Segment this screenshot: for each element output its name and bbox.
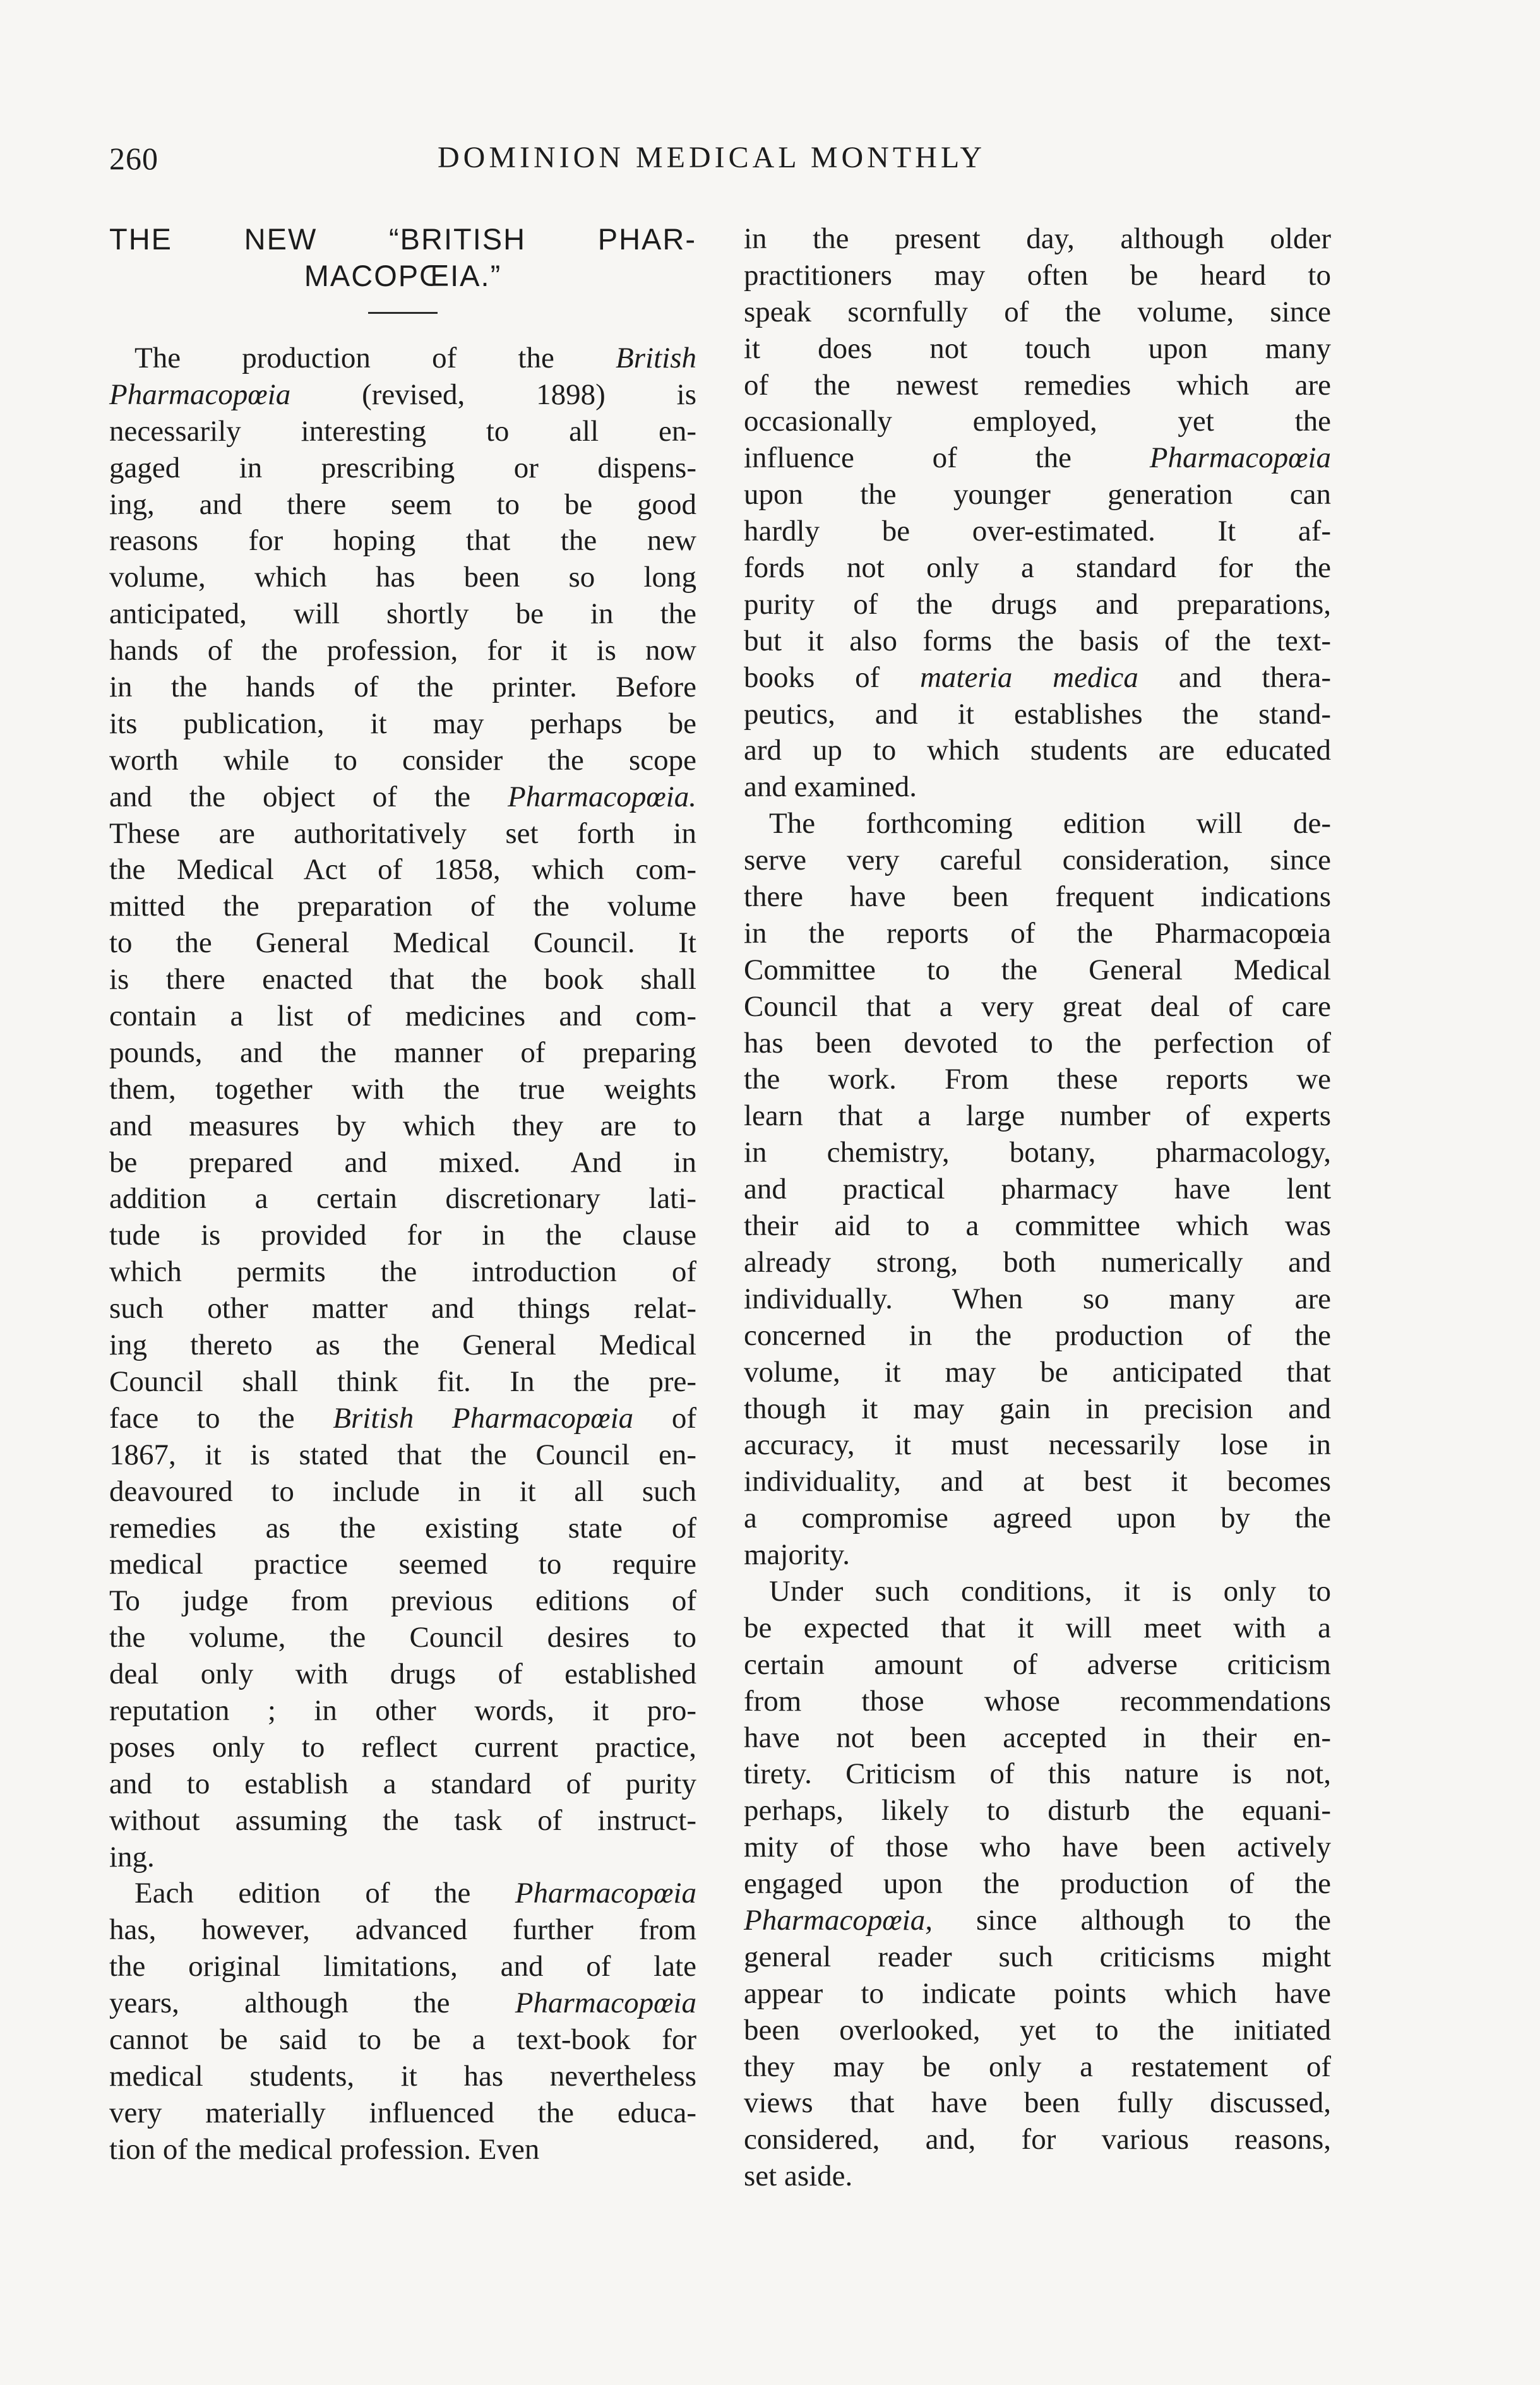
text-run: considered, and, for various reasons,: [744, 2123, 1331, 2156]
left-column-line: [109, 669, 696, 706]
text-run: been overlooked, yet to the initiated: [744, 2013, 1331, 2047]
text-run: cannot be said to be a text-book for: [109, 2023, 696, 2056]
left-column-line: [109, 1620, 696, 1656]
italic-text: Pharmacopœia.: [508, 780, 696, 813]
text-run: upon the younger generation can: [744, 478, 1331, 511]
right-column-line: [744, 1208, 1331, 1245]
text-run: set aside.: [744, 2160, 853, 2193]
text-run: views that have been fully discussed,: [744, 2086, 1331, 2120]
right-column-line: [744, 1829, 1331, 1866]
page-number: 260: [109, 141, 158, 176]
text-run: Each edition of the: [134, 1877, 515, 1910]
right-column-line: [744, 1500, 1331, 1537]
text-run: tirety. Criticism of this nature is not,: [744, 1757, 1331, 1791]
italic-text: Pharmacopœia: [515, 1877, 696, 1910]
right-column-line: [744, 368, 1331, 404]
right-column-line: [744, 550, 1331, 587]
left-column-line: [109, 1546, 696, 1583]
text-run: the original limitations, and of late: [109, 1950, 696, 1983]
text-run: tude is provided for in the clause: [109, 1219, 696, 1252]
right-column-line: [744, 1720, 1331, 1757]
text-run: reasons for hoping that the new: [109, 524, 696, 558]
left-column-line: [109, 2095, 696, 2132]
text-run: appear to indicate points which have: [744, 1976, 1331, 2010]
right-column-line: [744, 732, 1331, 769]
text-run: ing.: [109, 1840, 155, 1874]
text-run: perhaps, likely to disturb the equani-: [744, 1794, 1331, 1827]
right-column-line: [744, 769, 1331, 806]
text-run: such other matter and things relat-: [109, 1292, 696, 1325]
right-column-line: [744, 1135, 1331, 1171]
right-column-line: [744, 952, 1331, 989]
text-run: purity of the drugs and preparations,: [744, 587, 1331, 621]
text-run: addition a certain discretionary lati-: [109, 1182, 696, 1216]
left-column-line: [109, 1730, 696, 1766]
right-column-line: [744, 1025, 1331, 1062]
text-run: Council that a very great deal of care: [744, 989, 1331, 1023]
right-column-line: [744, 1574, 1331, 1610]
left-column-line: [109, 779, 696, 816]
text-run: face to the: [109, 1401, 333, 1435]
text-run: from those whose recommendations: [744, 1684, 1331, 1718]
text-run: The production of the: [134, 342, 616, 374]
right-column-line: [744, 1939, 1331, 1976]
text-run: volume, which has been so long: [109, 561, 696, 594]
left-column-line: [109, 377, 696, 414]
text-run: though it may gain in precision and: [744, 1392, 1331, 1425]
text-run: the volume, the Council desires to: [109, 1621, 696, 1654]
text-run: individually. When so many are: [744, 1282, 1331, 1315]
article-title-line-1: THE NEW “BRITISH PHAR-: [109, 222, 696, 256]
right-column-line: [744, 587, 1331, 623]
right-column-line: [744, 1793, 1331, 1829]
right-column-line: [744, 1464, 1331, 1500]
title-rule: [368, 312, 438, 314]
left-column-line: [109, 1875, 696, 1912]
text-run: These are authoritatively set forth in: [109, 816, 696, 850]
text-run: in chemistry, botany, pharmacology,: [744, 1136, 1331, 1169]
left-column-line: [109, 1766, 696, 1803]
text-run: poses only to reflect current practice,: [109, 1730, 696, 1764]
text-run: To judge from previous editions of: [109, 1584, 696, 1618]
text-run: of: [633, 1401, 696, 1435]
left-column-line: [109, 1327, 696, 1364]
text-run: necessarily interesting to all en-: [109, 414, 696, 448]
left-column-line: [109, 633, 696, 669]
left-column-line: [109, 1291, 696, 1327]
right-column-line: [744, 696, 1331, 733]
text-run: have not been accepted in their en-: [744, 1721, 1331, 1754]
left-column-line: [109, 1108, 696, 1145]
text-run: ing, and there seem to be good: [109, 487, 696, 521]
text-run: majority.: [744, 1538, 850, 1572]
left-column-line: [109, 925, 696, 962]
right-column-line: [744, 258, 1331, 294]
left-column-line: [109, 1217, 696, 1254]
left-column-line: [109, 998, 696, 1035]
left-column-line: [109, 1401, 696, 1437]
text-run: ing thereto as the General Medical: [109, 1329, 696, 1362]
text-run: to the General Medical Council. It: [109, 926, 696, 960]
right-column-line: [744, 2158, 1331, 2195]
right-column-line: [744, 1354, 1331, 1391]
text-run: be expected that it will meet with a: [744, 1611, 1331, 1644]
text-run: reputation ; in other words, it pro-: [109, 1694, 696, 1727]
right-column-line: [744, 1537, 1331, 1574]
text-run: serve very careful consideration, since: [744, 844, 1331, 877]
left-column-line: [109, 1985, 696, 2022]
text-run: medical practice seemed to require: [109, 1548, 696, 1581]
right-column-line: [744, 513, 1331, 550]
left-column-line: [109, 487, 696, 523]
text-run: of the newest remedies which are: [744, 368, 1331, 402]
text-run: there have been frequent indications: [744, 880, 1331, 914]
text-run: learn that a large number of experts: [744, 1099, 1331, 1133]
left-column-line: [109, 1181, 696, 1217]
text-run: in the reports of the Pharmacopœia: [744, 916, 1331, 950]
right-column-line: [744, 2122, 1331, 2158]
text-run: and measures by which they are to: [109, 1109, 696, 1142]
text-run: engaged upon the production of the: [744, 1867, 1331, 1901]
right-column-line: [744, 1098, 1331, 1135]
left-column-line: [109, 816, 696, 852]
left-column-line: [109, 2022, 696, 2059]
text-run: gaged in prescribing or dispens-: [109, 451, 696, 484]
left-column-line: [109, 1437, 696, 1474]
text-run: peutics, and it establishes the stand-: [744, 697, 1331, 731]
text-run: accuracy, it must necessarily lose in: [744, 1428, 1331, 1462]
text-run: pounds, and the manner of preparing: [109, 1036, 696, 1069]
left-column-line: [109, 2059, 696, 2095]
text-run: and the object of the: [109, 780, 508, 813]
text-run: in the hands of the printer. Before: [109, 671, 696, 704]
text-run: speak scornfully of the volume, since: [744, 295, 1331, 328]
left-column-line: [109, 1912, 696, 1949]
italic-text: Pharmacopœia: [1149, 441, 1331, 475]
text-run: Under such conditions, it is only to: [769, 1574, 1331, 1608]
text-run: fords not only a standard for the: [744, 551, 1331, 585]
text-run: remedies as the existing state of: [109, 1511, 696, 1545]
left-column-line: [109, 1656, 696, 1693]
italic-text: Pharmacopœia: [515, 1987, 696, 2020]
page-header: [109, 140, 1322, 184]
text-run: deal only with drugs of established: [109, 1658, 696, 1691]
right-column-line: [744, 1976, 1331, 2012]
left-column-line: [109, 523, 696, 559]
right-column-line: [744, 1756, 1331, 1793]
text-run: anticipated, will shortly be in the: [109, 597, 696, 631]
text-run: The forthcoming edition will de-: [769, 807, 1331, 840]
text-run: be prepared and mixed. And in: [109, 1145, 696, 1179]
text-run: in the present day, although older: [744, 222, 1331, 255]
text-run: hands of the profession, for it is now: [109, 634, 696, 667]
right-column-line: [744, 2012, 1331, 2049]
italic-text: Pharmacopœia: [109, 378, 291, 411]
text-run: mitted the preparation of the volume: [109, 890, 696, 923]
text-run: 1867, it is stated that the Council en-: [109, 1438, 696, 1471]
text-run: Committee to the General Medical: [744, 953, 1331, 986]
right-column-line: [744, 1683, 1331, 1720]
text-run: and to establish a standard of purity: [109, 1767, 696, 1800]
text-run: very materially influenced the educa-: [109, 2096, 696, 2129]
text-run: books of: [744, 661, 921, 694]
right-column-line: [744, 806, 1331, 842]
text-run: the work. From these reports we: [744, 1063, 1331, 1096]
right-column-line: [744, 1610, 1331, 1647]
text-run: medical students, it has nevertheless: [109, 2059, 696, 2093]
text-run: already strong, both numerically and: [744, 1245, 1331, 1279]
right-column-line: [744, 1391, 1331, 1428]
text-run: influence of the: [744, 441, 1150, 475]
right-column-line: [744, 2085, 1331, 2122]
text-run: has been devoted to the perfection of: [744, 1026, 1331, 1060]
left-column-line: [109, 1583, 696, 1620]
text-run: practitioners may often be heard to: [744, 258, 1331, 292]
text-run: has, however, advanced further from: [109, 1913, 696, 1947]
left-column-line: [109, 559, 696, 596]
text-run: and examined.: [744, 770, 917, 804]
right-column-line: [744, 842, 1331, 879]
left-column-line: [109, 888, 696, 925]
left-column-line: [109, 1839, 696, 1876]
left-column-line: [109, 1072, 696, 1108]
italic-text: Pharmacopœia,: [744, 1903, 933, 1937]
right-column-line: [744, 1647, 1331, 1683]
left-column-line: [109, 414, 696, 450]
text-run: without assuming the task of instruct-: [109, 1803, 696, 1837]
text-run: general reader such criticisms might: [744, 1940, 1331, 1973]
left-column-line: [109, 1803, 696, 1839]
text-run: deavoured to include in it all such: [109, 1474, 696, 1508]
right-column-line: [744, 1866, 1331, 1903]
text-run: and thera-: [1138, 661, 1331, 694]
left-column-line: [109, 1949, 696, 1985]
left-column: [109, 221, 696, 2168]
right-column-line: [744, 1245, 1331, 1281]
right-column-line: [744, 1171, 1331, 1208]
text-run: hardly be over-estimated. It af-: [744, 515, 1331, 548]
right-column-line: [744, 989, 1331, 1025]
right-column-line: [744, 294, 1331, 331]
right-column: [744, 221, 1331, 2195]
right-column-line: [744, 403, 1331, 440]
text-run: worth while to consider the scope: [109, 743, 696, 777]
left-column-body: [109, 340, 696, 2168]
left-column-line: [109, 1035, 696, 1072]
left-column-line: [109, 1510, 696, 1547]
right-column-line: [744, 2049, 1331, 2086]
left-column-line: [109, 706, 696, 743]
text-run: individuality, and at best it becomes: [744, 1465, 1331, 1498]
text-run: it does not touch upon many: [744, 332, 1331, 365]
text-run: a compromise agreed upon by the: [744, 1502, 1331, 1535]
text-run: since although to the: [932, 1903, 1331, 1937]
right-column-line: [744, 1427, 1331, 1464]
text-run: occasionally employed, yet the: [744, 405, 1331, 438]
text-run: volume, it may be anticipated that: [744, 1355, 1331, 1389]
left-column-line: [109, 852, 696, 888]
text-run: mity of those who have been actively: [744, 1831, 1331, 1864]
text-run: their aid to a committee which was: [744, 1209, 1331, 1243]
article-title-line-2: MACOPŒIA.”: [304, 259, 502, 292]
italic-text: materia medica: [920, 661, 1138, 694]
text-run: (revised, 1898) is: [290, 378, 696, 411]
text-run: tion of the medical profession. Even: [109, 2132, 540, 2166]
left-column-line: [109, 962, 696, 998]
left-column-line: [109, 1693, 696, 1730]
right-column-line: [744, 660, 1331, 696]
text-run: which permits the introduction of: [109, 1255, 696, 1289]
right-column-line: [744, 1318, 1331, 1354]
left-column-line: [109, 743, 696, 779]
running-title: DOMINION MEDICAL MONTHLY: [438, 141, 986, 174]
left-column-line: [109, 450, 696, 487]
text-run: certain amount of adverse criticism: [744, 1647, 1331, 1681]
right-column-line: [744, 477, 1331, 513]
right-column-line: [744, 221, 1331, 258]
right-column-body: [744, 221, 1331, 2195]
text-run: but it also forms the basis of the text-: [744, 624, 1331, 657]
italic-text: British Pharmacopœia: [333, 1401, 634, 1435]
left-column-line: [109, 340, 696, 377]
left-column-line: [109, 1364, 696, 1401]
text-run: them, together with the true weights: [109, 1072, 696, 1106]
left-column-line: [109, 1254, 696, 1291]
text-run: the Medical Act of 1858, which com-: [109, 853, 696, 887]
left-column-line: [109, 596, 696, 633]
text-run: years, although the: [109, 1987, 515, 2020]
text-run: ard up to which students are educated: [744, 734, 1331, 767]
right-column-line: [744, 331, 1331, 368]
text-run: its publication, it may perhaps be: [109, 707, 696, 740]
left-column-line: [109, 1474, 696, 1510]
left-column-line: [109, 2132, 696, 2168]
right-column-line: [744, 1281, 1331, 1318]
text-run: is there enacted that the book shall: [109, 963, 696, 996]
text-run: they may be only a restatement of: [744, 2050, 1331, 2083]
right-column-line: [744, 1061, 1331, 1098]
right-column-line: [744, 440, 1331, 477]
left-column-line: [109, 1145, 696, 1181]
right-column-line: [744, 623, 1331, 660]
right-column-line: [744, 1903, 1331, 1939]
text-run: concerned in the production of the: [744, 1318, 1331, 1352]
right-column-line: [744, 879, 1331, 916]
text-run: contain a list of medicines and com-: [109, 1000, 696, 1033]
right-column-line: [744, 916, 1331, 952]
text-run: and practical pharmacy have lent: [744, 1173, 1331, 1206]
italic-text: British: [616, 342, 696, 374]
text-run: Council shall think fit. In the pre-: [109, 1365, 696, 1398]
